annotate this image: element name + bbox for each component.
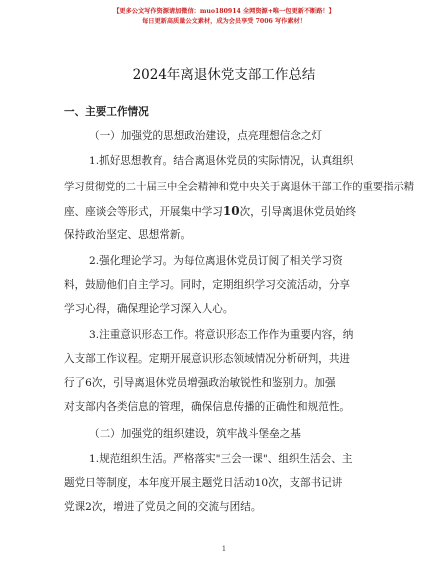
- paragraph-3-line-1: 3.注重意识形态工作。将意识形态工作作为重要内容，纳: [89, 329, 354, 341]
- paragraph-4-line-3: 党课2次，增进了党员之间的交流与团结。: [64, 501, 262, 513]
- paragraph-1-line-1: 1.抓好思想教育。结合离退休党员的实际情况，认真组织: [89, 155, 354, 167]
- subsection-heading-1: （一）加强党的思想政治建设，点亮理想信念之灯: [89, 130, 323, 142]
- paragraph-2-line-1: 2.强化理论学习。为每位离退休党员订阅了相关学习资: [89, 255, 343, 267]
- paragraph-4-line-1: 1.规范组织生活。严格落实"三会一课"、组织生活会、主: [89, 453, 353, 465]
- paragraph-1-line-2: 学习贯彻党的二十届三中全会精神和党中央关于离退休干部工作的重要指示精: [64, 181, 415, 193]
- paragraph-3-line-4: 对支部内各类信息的管理，确保信息传播的正确性和规范性。: [64, 401, 351, 413]
- paragraph-2-line-2: 料，鼓励他们自主学习。同时，定期组织学习交流活动，分享: [64, 279, 351, 291]
- paragraph-1-line-3-c: 次，引导离退休党员始终: [239, 206, 357, 218]
- section-heading-1: 一、主要工作情况: [64, 106, 149, 118]
- paragraph-3-line-2: 入支部工作议程。定期开展意识形态领域情况分析研判，共进: [64, 353, 351, 365]
- ad-banner-line-1: 【更多公文写作资源请加微信：muo180914 全网资源+唯一包更新不断路！】: [113, 8, 335, 15]
- document-title: 2024年离退休党支部工作总结: [132, 67, 316, 83]
- ad-banner-line-2: 每日更新高质量公文素材，成为会员享受 7006 写作素材！: [142, 18, 306, 25]
- paragraph-2-line-3: 学习心得，确保理论学习深入人心。: [64, 303, 234, 315]
- paragraph-1-line-3: [64, 205, 356, 219]
- paragraph-1-line-4: 保持政治坚定、思想常新。: [64, 229, 192, 241]
- paragraph-4-line-2: 题党日等制度，本年度开展主题党日活动10次，支部书记讲: [64, 477, 343, 489]
- paragraph-1-count: 10: [222, 204, 240, 218]
- paragraph-3-line-3: 行了6次，引导离退休党员增强政治敏锐性和鉴别力。加强: [64, 377, 336, 389]
- page-number: 1: [221, 545, 227, 553]
- paragraph-1-line-3-a: 座、座谈会等形式，开展集中学习: [64, 206, 223, 218]
- subsection-heading-2: （二）加强党的组织建设，筑牢战斗堡垒之基: [89, 428, 301, 440]
